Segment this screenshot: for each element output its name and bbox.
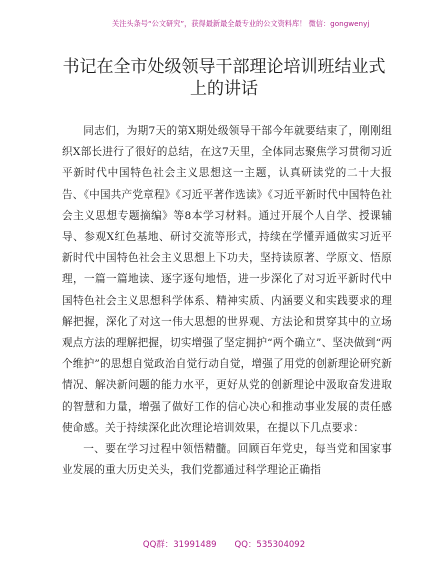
paragraph-point-one: 一、要在学习过程中领悟精髓。回顾百年党史，每当党和国家事业发展的重大历史关头，我们党都通过科学理论正确指: [62, 443, 392, 477]
footer-qq-group: QQ群：31991489: [142, 540, 217, 550]
header-banner: 关注头条号“公文研究”，获得最新最全最专业的公文资料库！ 微信：gongwenyj: [112, 19, 370, 28]
paragraph-intro: 同志们，为期7天的第X期处级领导干部今年就要结束了，刚刚组织X部长进行了很好的总结，在这7天里，全体同志聚焦学习贯彻习近平新时代中国特色社会主义思想这一主题，认真研读党的二十大报告、《中国共产党章程》《习近平著作选读》《习近平新时代中国特色社会主义思想专题摘编》等8本学习材料。通过开展个人自学、授课辅导、参观X红色基地、研讨交流等形式，持续在学懂弄通做实习近平新时代中国特色社会主义思想上下功夫，坚持读原著、学原文、悟原理，一篇一篇地读、逐字逐句地悟，进一步深化了对习近平新时代中国特色社会主义思想科学体系、精神实质、内涵要义和实践要求的理解把握，深化了对这一伟大思想的世界观、方法论和贯穿其中的立场观点方法的理解把握，切实增强了坚定拥护“两个确立”、坚决做到“两个维护”的思想自觉政治自觉行动自觉，增强了用党的创新理论研究新情况、解决新问题的能力水平，更好从党的创新理论中汲取奋发进取的智慧和力量，增强了做好工作的信心决心和推动事业发展的责任感使命感。关于持续深化此次理论培训效果，在提以下几点要求：: [62, 125, 392, 434]
footer-qq: QQ：535304092: [234, 540, 306, 550]
document-body: [62, 121, 392, 481]
document-title: 书记在全市处级领导干部理论培训班结业式上的讲话: [62, 57, 386, 99]
footer-contact: [0, 538, 448, 550]
